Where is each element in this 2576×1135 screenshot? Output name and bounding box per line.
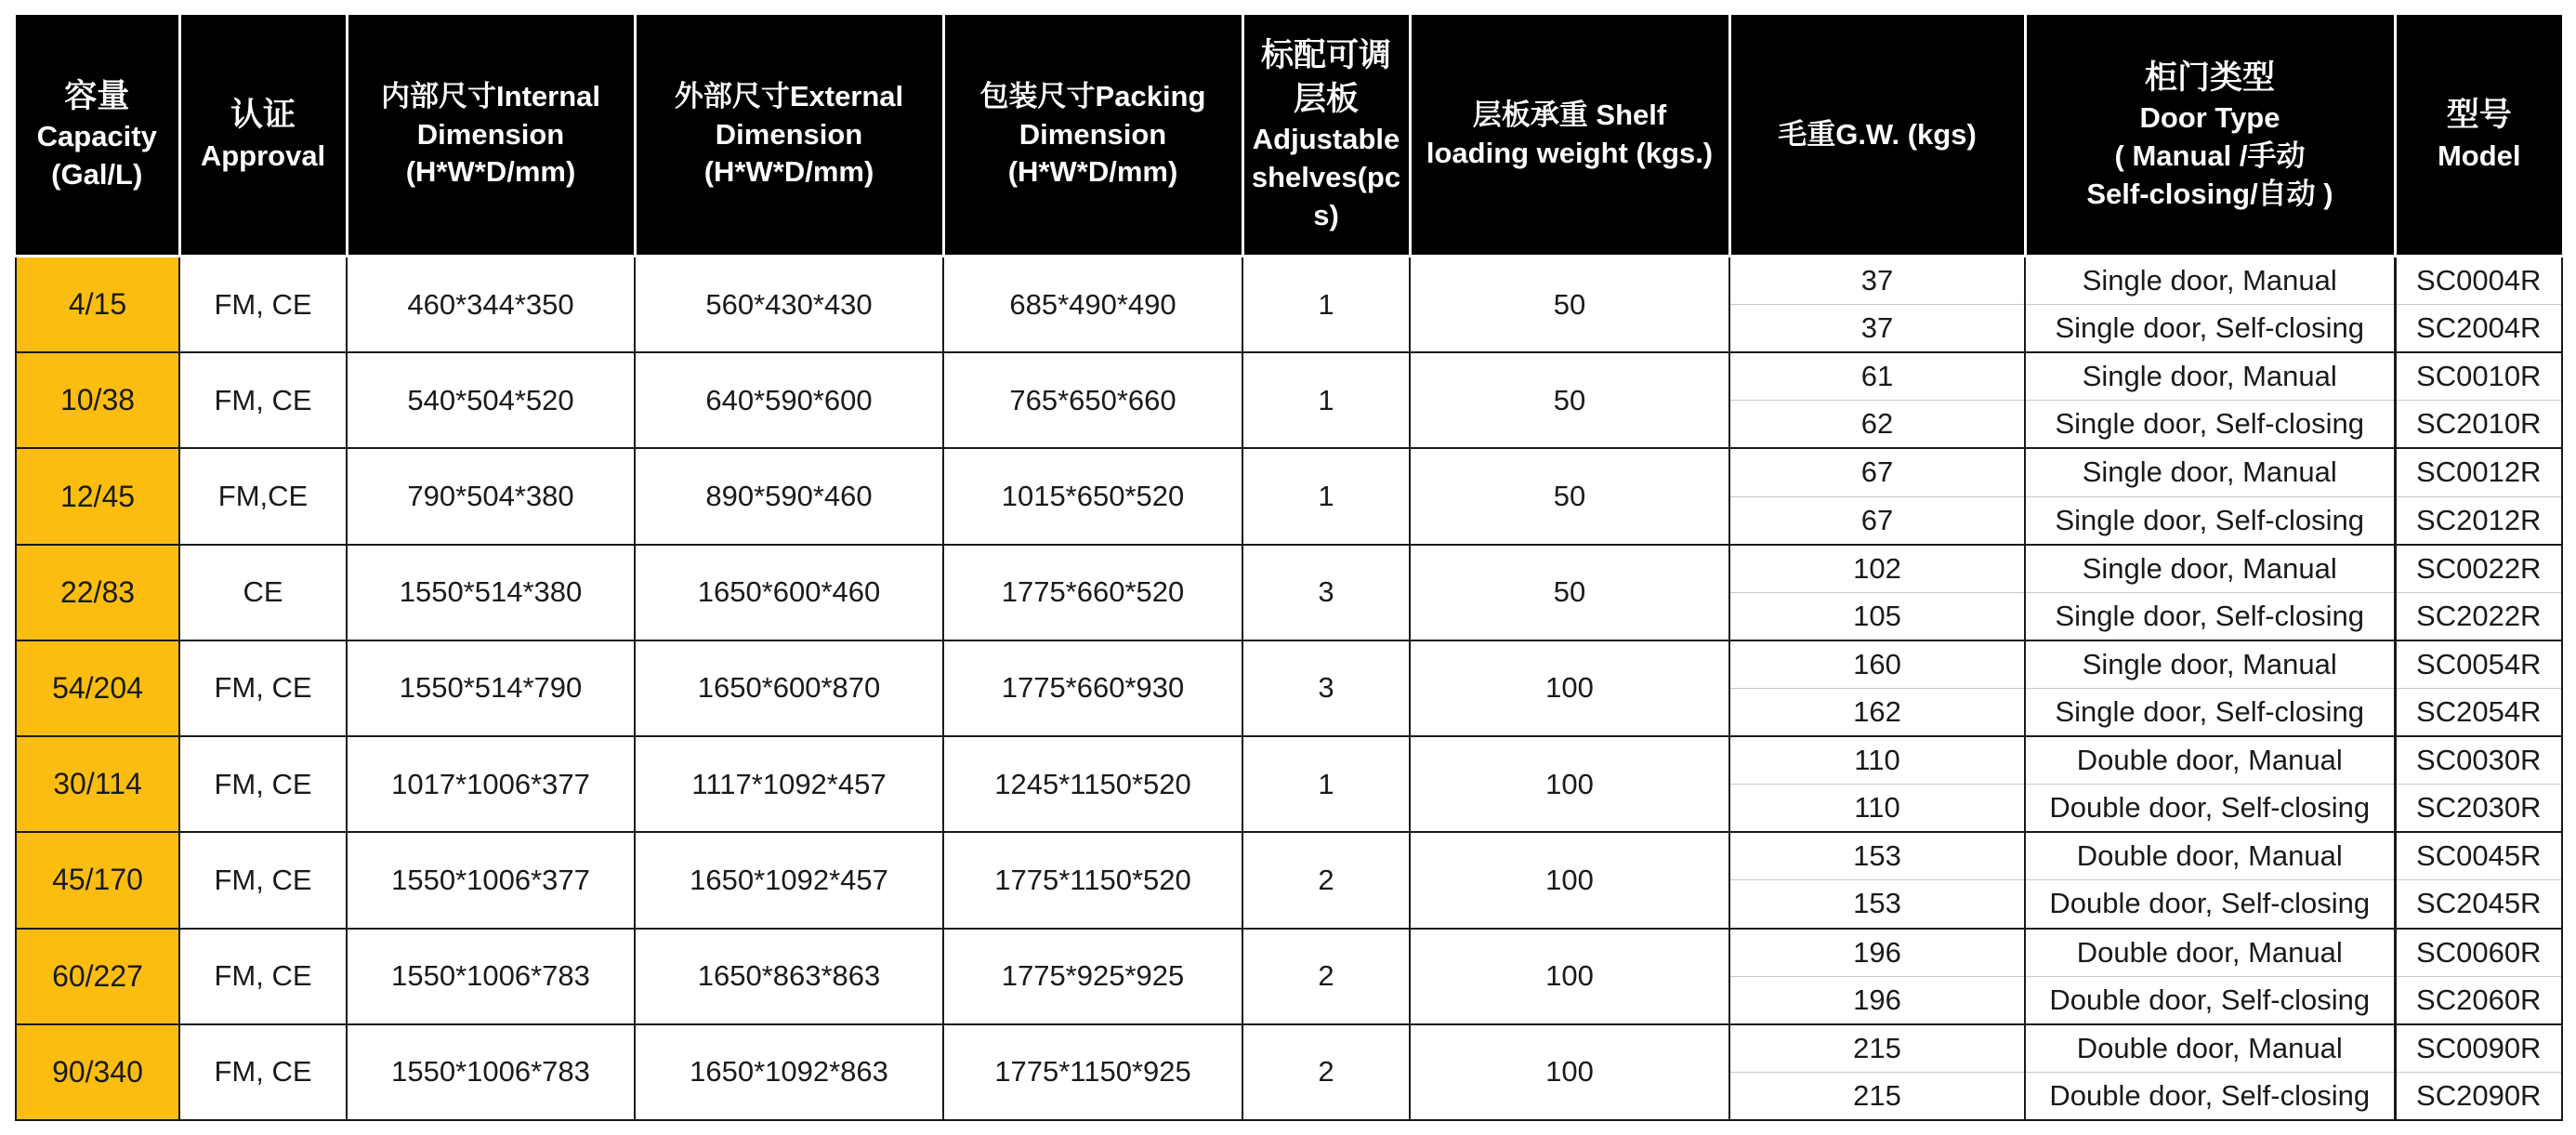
model-cell: SC0004R (2395, 257, 2562, 305)
header-packing-dimension (943, 15, 1242, 257)
approval-cell: FM, CE (179, 832, 347, 928)
door-type-cell: Double door, Manual (2025, 736, 2395, 785)
header-line: (H*W*D/mm) (405, 155, 576, 189)
shelves-cell: 3 (1242, 640, 1410, 736)
header-line: Model (2437, 139, 2521, 172)
model-cell: SC2054R (2395, 688, 2562, 736)
internal-dimension-cell: 1550*514*790 (347, 640, 635, 736)
gross-weight-cell: 215 (1729, 1024, 2025, 1073)
header-line: 容量 (64, 78, 130, 114)
door-type-cell: Single door, Manual (2025, 640, 2395, 689)
loading-weight-cell: 100 (1410, 1024, 1729, 1120)
header-line: (Gal/L) (51, 158, 143, 191)
shelves-cell: 2 (1242, 832, 1410, 928)
approval-cell: FM, CE (179, 929, 347, 1024)
model-cell: SC2022R (2395, 592, 2562, 640)
door-type-cell: Double door, Manual (2025, 832, 2395, 880)
table-row (16, 257, 2562, 305)
capacity-cell: 60/227 (16, 929, 179, 1024)
header-line: 层板承重 Shelf (1472, 99, 1667, 132)
gross-weight-cell: 105 (1729, 592, 2025, 640)
internal-dimension-cell: 790*504*380 (347, 448, 635, 544)
header-model (2395, 15, 2562, 257)
door-type-cell: Single door, Self-closing (2025, 401, 2395, 449)
header-line: 外部尺寸External (674, 79, 904, 112)
approval-cell: CE (179, 545, 347, 640)
header-line: 标配可调 (1260, 37, 1391, 74)
model-cell: SC0054R (2395, 640, 2562, 689)
packing-dimension-cell: 685*490*490 (943, 257, 1242, 353)
header-shelf-loading-weight (1410, 15, 1729, 257)
door-type-cell: Single door, Self-closing (2025, 592, 2395, 640)
table-row (16, 736, 2562, 785)
door-type-cell: Single door, Self-closing (2025, 496, 2395, 545)
gross-weight-cell: 215 (1729, 1072, 2025, 1120)
gross-weight-cell: 196 (1729, 976, 2025, 1024)
model-cell: SC2090R (2395, 1072, 2562, 1120)
model-cell: SC2045R (2395, 880, 2562, 929)
model-cell: SC2004R (2395, 305, 2562, 353)
shelves-cell: 1 (1242, 448, 1410, 544)
approval-cell: FM, CE (179, 257, 347, 353)
approval-cell: FM, CE (179, 640, 347, 736)
internal-dimension-cell: 1017*1006*377 (347, 736, 635, 832)
capacity-cell: 30/114 (16, 736, 179, 832)
approval-cell: FM, CE (179, 1024, 347, 1120)
packing-dimension-cell: 1775*660*930 (943, 640, 1242, 736)
shelves-cell: 2 (1242, 929, 1410, 1024)
gross-weight-cell: 153 (1729, 832, 2025, 880)
table-row (16, 1024, 2562, 1073)
external-dimension-cell: 1650*863*863 (635, 929, 943, 1024)
gross-weight-cell: 110 (1729, 785, 2025, 833)
model-cell: SC2060R (2395, 976, 2562, 1024)
door-type-cell: Double door, Self-closing (2025, 880, 2395, 929)
table-row (16, 640, 2562, 689)
gross-weight-cell: 162 (1729, 688, 2025, 736)
internal-dimension-cell: 1550*1006*783 (347, 1024, 635, 1120)
table-row (16, 832, 2562, 880)
door-type-cell: Single door, Manual (2025, 545, 2395, 593)
header-line: 层板 (1293, 80, 1359, 117)
shelves-cell: 2 (1242, 1024, 1410, 1120)
model-cell: SC0012R (2395, 448, 2562, 496)
packing-dimension-cell: 765*650*660 (943, 352, 1242, 448)
header-line: (H*W*D/mm) (703, 155, 874, 189)
spec-table (15, 15, 2563, 1121)
external-dimension-cell: 1650*1092*457 (635, 832, 943, 928)
capacity-cell: 22/83 (16, 545, 179, 640)
capacity-cell: 10/38 (16, 352, 179, 448)
external-dimension-cell: 1650*1092*863 (635, 1024, 943, 1120)
loading-weight-cell: 100 (1410, 929, 1729, 1024)
gross-weight-cell: 37 (1729, 257, 2025, 305)
door-type-cell: Single door, Manual (2025, 448, 2395, 496)
header-line: Dimension (1019, 117, 1167, 151)
header-adjustable-shelves (1242, 15, 1410, 257)
header-line: 认证 (230, 97, 296, 134)
external-dimension-cell: 640*590*600 (635, 352, 943, 448)
loading-weight-cell: 50 (1410, 448, 1729, 544)
table-row (16, 545, 2562, 593)
header-line: (H*W*D/mm) (1007, 155, 1178, 189)
header-line: 柜门类型 (2144, 59, 2275, 96)
packing-dimension-cell: 1775*1150*520 (943, 832, 1242, 928)
shelves-cell: 1 (1242, 352, 1410, 448)
model-cell: SC0030R (2395, 736, 2562, 785)
loading-weight-cell: 100 (1410, 640, 1729, 736)
header-internal-dimension (347, 15, 635, 257)
door-type-cell: Double door, Manual (2025, 1024, 2395, 1073)
gross-weight-cell: 196 (1729, 929, 2025, 977)
header-line: 型号 (2446, 97, 2512, 134)
internal-dimension-cell: 1550*1006*783 (347, 929, 635, 1024)
model-cell: SC0045R (2395, 832, 2562, 880)
gross-weight-cell: 61 (1729, 352, 2025, 401)
header-line: Door Type (2139, 100, 2280, 134)
header-line: Self-closing/自动 ) (2086, 177, 2333, 210)
header-line: 包装尺寸Packing (979, 79, 1206, 112)
header-line: Capacity (36, 120, 157, 153)
header-approval (179, 15, 347, 257)
packing-dimension-cell: 1245*1150*520 (943, 736, 1242, 832)
table-row (16, 352, 2562, 401)
external-dimension-cell: 1650*600*870 (635, 640, 943, 736)
loading-weight-cell: 50 (1410, 352, 1729, 448)
header-gross-weight (1729, 15, 2025, 257)
capacity-cell: 45/170 (16, 832, 179, 928)
gross-weight-cell: 67 (1729, 448, 2025, 496)
gross-weight-cell: 102 (1729, 545, 2025, 593)
loading-weight-cell: 50 (1410, 545, 1729, 640)
external-dimension-cell: 1650*600*460 (635, 545, 943, 640)
gross-weight-cell: 62 (1729, 401, 2025, 449)
header-line: Adjustable (1252, 122, 1400, 155)
packing-dimension-cell: 1775*660*520 (943, 545, 1242, 640)
header-line: Approval (200, 139, 326, 172)
internal-dimension-cell: 540*504*520 (347, 352, 635, 448)
external-dimension-cell: 1117*1092*457 (635, 736, 943, 832)
model-cell: SC0022R (2395, 545, 2562, 593)
header-line: 毛重G.W. (kgs) (1778, 117, 1977, 151)
loading-weight-cell: 50 (1410, 257, 1729, 353)
gross-weight-cell: 67 (1729, 496, 2025, 545)
model-cell: SC2010R (2395, 401, 2562, 449)
packing-dimension-cell: 1015*650*520 (943, 448, 1242, 544)
header-door-type (2025, 15, 2395, 257)
door-type-cell: Single door, Manual (2025, 257, 2395, 305)
capacity-cell: 90/340 (16, 1024, 179, 1120)
door-type-cell: Double door, Manual (2025, 929, 2395, 977)
capacity-cell: 4/15 (16, 257, 179, 353)
shelves-cell: 3 (1242, 545, 1410, 640)
gross-weight-cell: 37 (1729, 305, 2025, 353)
shelves-cell: 1 (1242, 257, 1410, 353)
header-capacity (16, 15, 179, 257)
header-line: s) (1313, 198, 1339, 231)
table-row (16, 929, 2562, 977)
header-line: Dimension (715, 117, 863, 151)
internal-dimension-cell: 1550*514*380 (347, 545, 635, 640)
door-type-cell: Double door, Self-closing (2025, 1072, 2395, 1120)
header-line: 内部尺寸Internal (381, 79, 600, 112)
header-line: loading weight (kgs.) (1426, 137, 1714, 169)
door-type-cell: Single door, Self-closing (2025, 688, 2395, 736)
internal-dimension-cell: 1550*1006*377 (347, 832, 635, 928)
capacity-cell: 54/204 (16, 640, 179, 736)
header-external-dimension (635, 15, 943, 257)
header-line: shelves(pc (1251, 160, 1401, 193)
header-line: Dimension (416, 117, 565, 151)
loading-weight-cell: 100 (1410, 736, 1729, 832)
model-cell: SC0060R (2395, 929, 2562, 977)
packing-dimension-cell: 1775*925*925 (943, 929, 1242, 1024)
internal-dimension-cell: 460*344*350 (347, 257, 635, 353)
external-dimension-cell: 560*430*430 (635, 257, 943, 353)
approval-cell: FM,CE (179, 448, 347, 544)
table-row (16, 448, 2562, 496)
header-row (16, 15, 2562, 257)
model-cell: SC0090R (2395, 1024, 2562, 1073)
packing-dimension-cell: 1775*1150*925 (943, 1024, 1242, 1120)
approval-cell: FM, CE (179, 352, 347, 448)
loading-weight-cell: 100 (1410, 832, 1729, 928)
door-type-cell: Double door, Self-closing (2025, 785, 2395, 833)
header-line: ( Manual /手动 (2114, 139, 2306, 172)
gross-weight-cell: 153 (1729, 880, 2025, 929)
model-cell: SC2012R (2395, 496, 2562, 545)
external-dimension-cell: 890*590*460 (635, 448, 943, 544)
capacity-cell: 12/45 (16, 448, 179, 544)
table-body (16, 257, 2562, 1121)
door-type-cell: Single door, Self-closing (2025, 305, 2395, 353)
door-type-cell: Double door, Self-closing (2025, 976, 2395, 1024)
door-type-cell: Single door, Manual (2025, 352, 2395, 401)
gross-weight-cell: 110 (1729, 736, 2025, 785)
model-cell: SC0010R (2395, 352, 2562, 401)
gross-weight-cell: 160 (1729, 640, 2025, 689)
shelves-cell: 1 (1242, 736, 1410, 832)
model-cell: SC2030R (2395, 785, 2562, 833)
approval-cell: FM, CE (179, 736, 347, 832)
